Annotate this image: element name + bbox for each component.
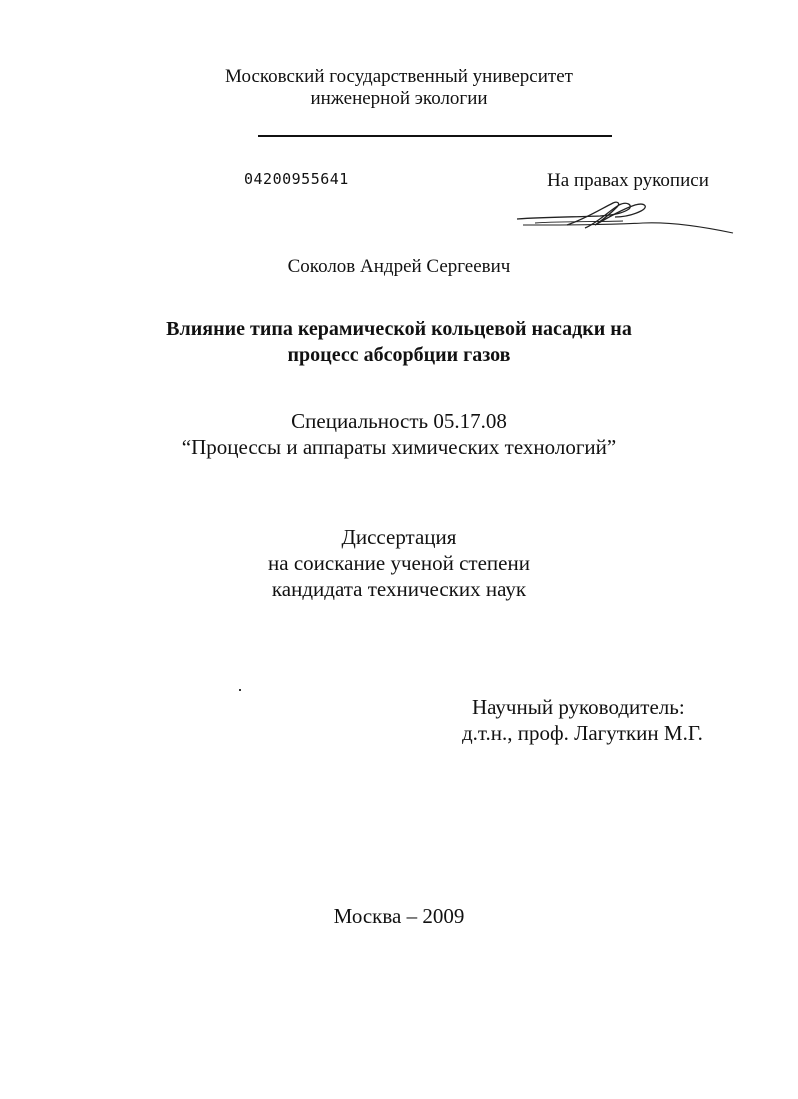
university-name [0,66,798,110]
title-line-1: Влияние типа керамической кольцевой насадки на [166,318,632,340]
rights-note: На правах рукописи [547,170,709,191]
author-name: Соколов Андрей Сергеевич [287,256,511,277]
header-divider [258,135,612,137]
specialty-name: “Процессы и аппараты химических технологий” [181,435,617,459]
dissertation-title [0,316,798,368]
degree-line-3: кандидата технических наук [271,577,527,601]
degree-line-2: на соискание ученой степени [268,551,530,575]
scan-speck [239,689,241,691]
degree-line-1: Диссертация [341,525,457,549]
supervisor-name: д.т.н., проф. Лагуткин М.Г. [462,721,703,745]
supervisor-block [462,694,703,746]
university-line-2: инженерной экологии [310,88,488,109]
degree-block [0,524,798,602]
supervisor-label: Научный руководитель: [472,695,685,719]
city-year: Москва – 2009 [333,904,465,928]
document-code: 04200955641 [244,170,349,188]
specialty-block [0,408,798,460]
specialty-code: Специальность 05.17.08 [291,409,507,433]
title-line-2: процесс абсорбции газов [287,344,511,366]
signature-icon [505,195,737,241]
university-line-1: Московский государственный университет [225,66,573,87]
